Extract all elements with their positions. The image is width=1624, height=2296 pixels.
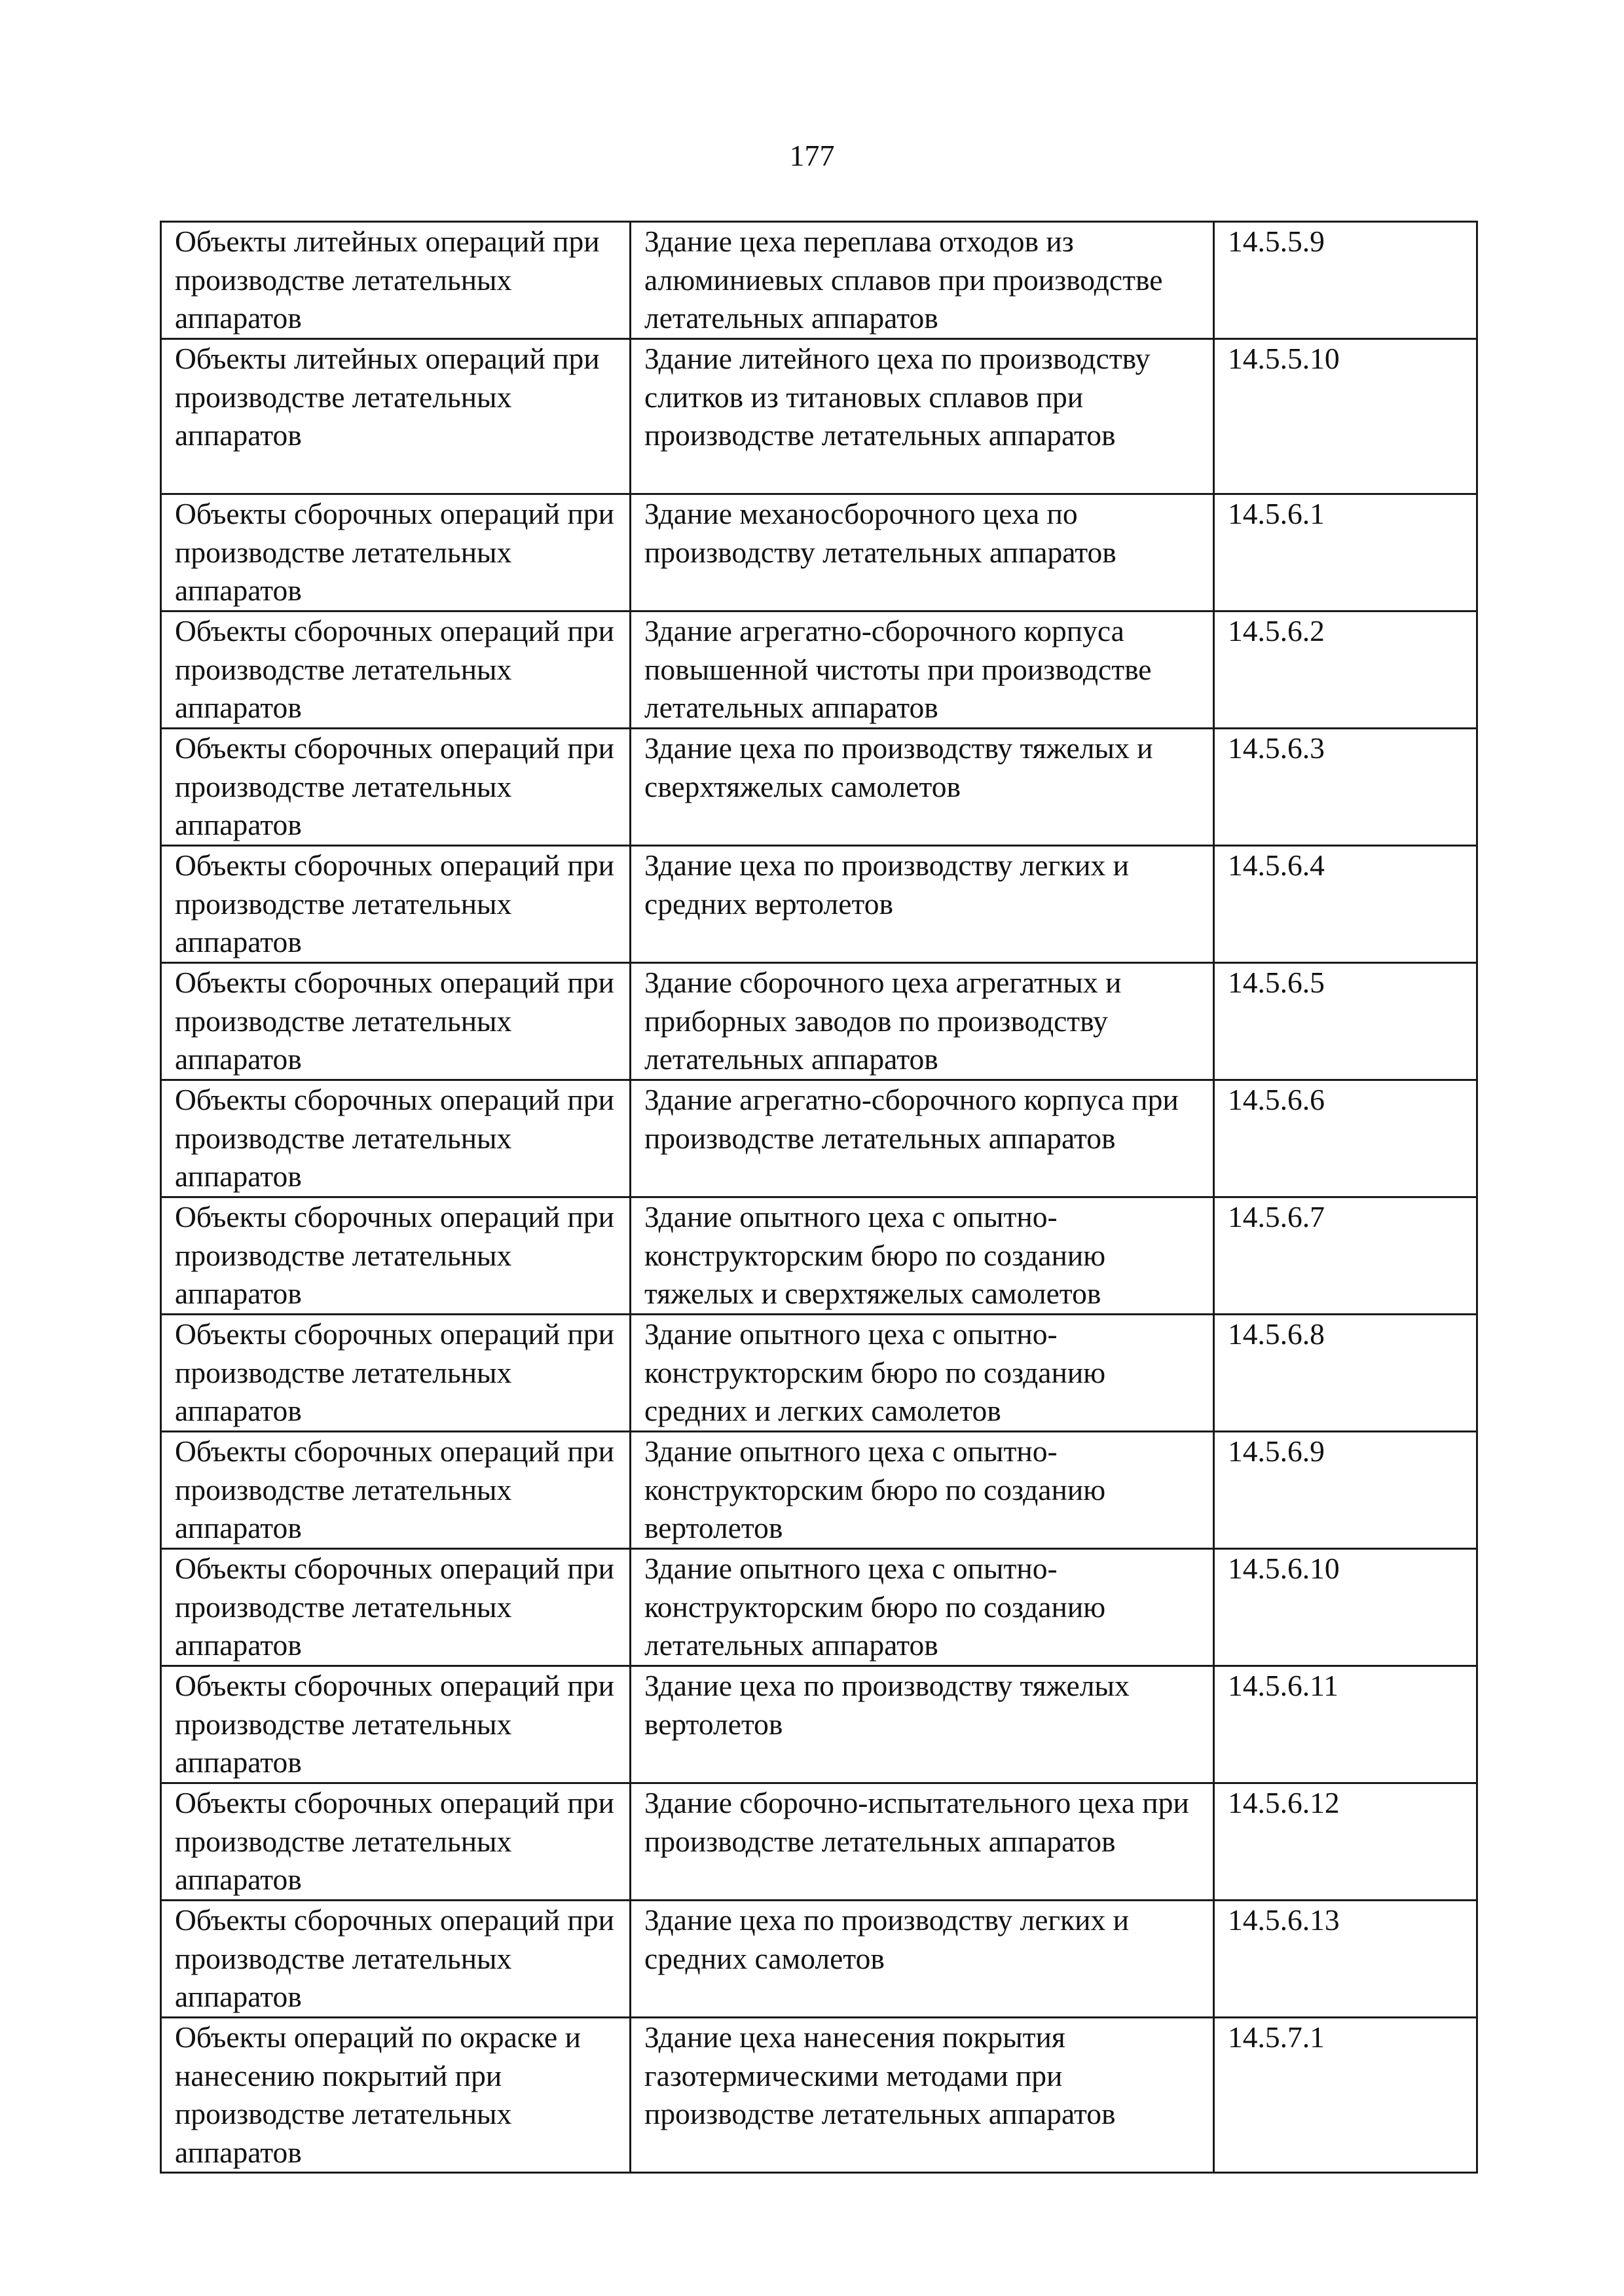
table-row xyxy=(161,1197,1477,1315)
building-cell: Здание цеха переплава отходов из алюминиевых сплавов при производстве летательных аппаратов xyxy=(631,222,1214,339)
code-cell: 14.5.6.10 xyxy=(1214,1549,1477,1666)
page-number: 177 xyxy=(789,139,835,172)
code-cell: 14.5.6.8 xyxy=(1214,1315,1477,1432)
object-type-cell: Объекты сборочных операций при производстве летательных аппаратов xyxy=(161,1783,631,1901)
code-cell: 14.5.6.12 xyxy=(1214,1783,1477,1901)
building-cell: Здание литейного цеха по производству слитков из титановых сплавов при производстве летательных аппаратов xyxy=(631,339,1214,494)
code-cell: 14.5.6.9 xyxy=(1214,1432,1477,1549)
object-type-cell: Объекты сборочных операций при производстве летательных аппаратов xyxy=(161,1197,631,1315)
building-cell: Здание цеха нанесения покрытия газотермическими методами при производстве летательных аппаратов xyxy=(631,2018,1214,2173)
table-row xyxy=(161,494,1477,611)
code-cell: 14.5.5.10 xyxy=(1214,339,1477,494)
code-cell: 14.5.6.3 xyxy=(1214,729,1477,846)
object-type-cell: Объекты сборочных операций при производстве летательных аппаратов xyxy=(161,963,631,1080)
code-cell: 14.5.6.1 xyxy=(1214,494,1477,611)
objects-table xyxy=(160,221,1478,2174)
object-type-cell: Объекты сборочных операций при производстве летательных аппаратов xyxy=(161,846,631,963)
building-cell: Здание цеха по производству тяжелых вертолетов xyxy=(631,1666,1214,1783)
object-type-cell: Объекты литейных операций при производстве летательных аппаратов xyxy=(161,339,631,494)
code-cell: 14.5.6.6 xyxy=(1214,1080,1477,1197)
object-type-cell: Объекты сборочных операций при производстве летательных аппаратов xyxy=(161,611,631,729)
table-row xyxy=(161,729,1477,846)
object-type-cell: Объекты сборочных операций при производстве летательных аппаратов xyxy=(161,494,631,611)
code-cell: 14.5.5.9 xyxy=(1214,222,1477,339)
code-cell: 14.5.6.13 xyxy=(1214,1901,1477,2018)
building-cell: Здание опытного цеха с опытно-конструкторским бюро по созданию средних и легких самолетов xyxy=(631,1315,1214,1432)
object-type-cell: Объекты операций по окраске и нанесению покрытий при производстве летательных аппаратов xyxy=(161,2018,631,2173)
building-cell: Здание механосборочного цеха по производству летательных аппаратов xyxy=(631,494,1214,611)
table-row xyxy=(161,963,1477,1080)
code-cell: 14.5.6.2 xyxy=(1214,611,1477,729)
table-row xyxy=(161,1432,1477,1549)
building-cell: Здание опытного цеха с опытно-конструкторским бюро по созданию вертолетов xyxy=(631,1432,1214,1549)
object-type-cell: Объекты сборочных операций при производстве летательных аппаратов xyxy=(161,1901,631,2018)
table-row xyxy=(161,611,1477,729)
object-type-cell: Объекты сборочных операций при производстве летательных аппаратов xyxy=(161,1080,631,1197)
code-cell: 14.5.6.11 xyxy=(1214,1666,1477,1783)
building-cell: Здание опытного цеха с опытно-конструкторским бюро по созданию тяжелых и сверхтяжелых самолетов xyxy=(631,1197,1214,1315)
object-type-cell: Объекты сборочных операций при производстве летательных аппаратов xyxy=(161,1432,631,1549)
table-row xyxy=(161,1666,1477,1783)
table-row xyxy=(161,2018,1477,2173)
code-cell: 14.5.6.4 xyxy=(1214,846,1477,963)
building-cell: Здание агрегатно-сборочного корпуса при производстве летательных аппаратов xyxy=(631,1080,1214,1197)
building-cell: Здание цеха по производству легких и средних вертолетов xyxy=(631,846,1214,963)
table-body xyxy=(161,222,1477,2173)
building-cell: Здание агрегатно-сборочного корпуса повышенной чистоты при производстве летательных аппаратов xyxy=(631,611,1214,729)
code-cell: 14.5.7.1 xyxy=(1214,2018,1477,2173)
table-row xyxy=(161,339,1477,494)
table-row xyxy=(161,222,1477,339)
building-cell: Здание сборочно-испытательного цеха при производстве летательных аппаратов xyxy=(631,1783,1214,1901)
table-row xyxy=(161,1549,1477,1666)
table-row xyxy=(161,846,1477,963)
table-row xyxy=(161,1315,1477,1432)
object-type-cell: Объекты литейных операций при производстве летательных аппаратов xyxy=(161,222,631,339)
table-row xyxy=(161,1901,1477,2018)
building-cell: Здание сборочного цеха агрегатных и приборных заводов по производству летательных аппаратов xyxy=(631,963,1214,1080)
building-cell: Здание цеха по производству легких и средних самолетов xyxy=(631,1901,1214,2018)
object-type-cell: Объекты сборочных операций при производстве летательных аппаратов xyxy=(161,729,631,846)
code-cell: 14.5.6.5 xyxy=(1214,963,1477,1080)
building-cell: Здание опытного цеха с опытно-конструкторским бюро по созданию летательных аппаратов xyxy=(631,1549,1214,1666)
table-row xyxy=(161,1080,1477,1197)
table-row xyxy=(161,1783,1477,1901)
object-type-cell: Объекты сборочных операций при производстве летательных аппаратов xyxy=(161,1315,631,1432)
object-type-cell: Объекты сборочных операций при производстве летательных аппаратов xyxy=(161,1666,631,1783)
object-type-cell: Объекты сборочных операций при производстве летательных аппаратов xyxy=(161,1549,631,1666)
code-cell: 14.5.6.7 xyxy=(1214,1197,1477,1315)
building-cell: Здание цеха по производству тяжелых и сверхтяжелых самолетов xyxy=(631,729,1214,846)
